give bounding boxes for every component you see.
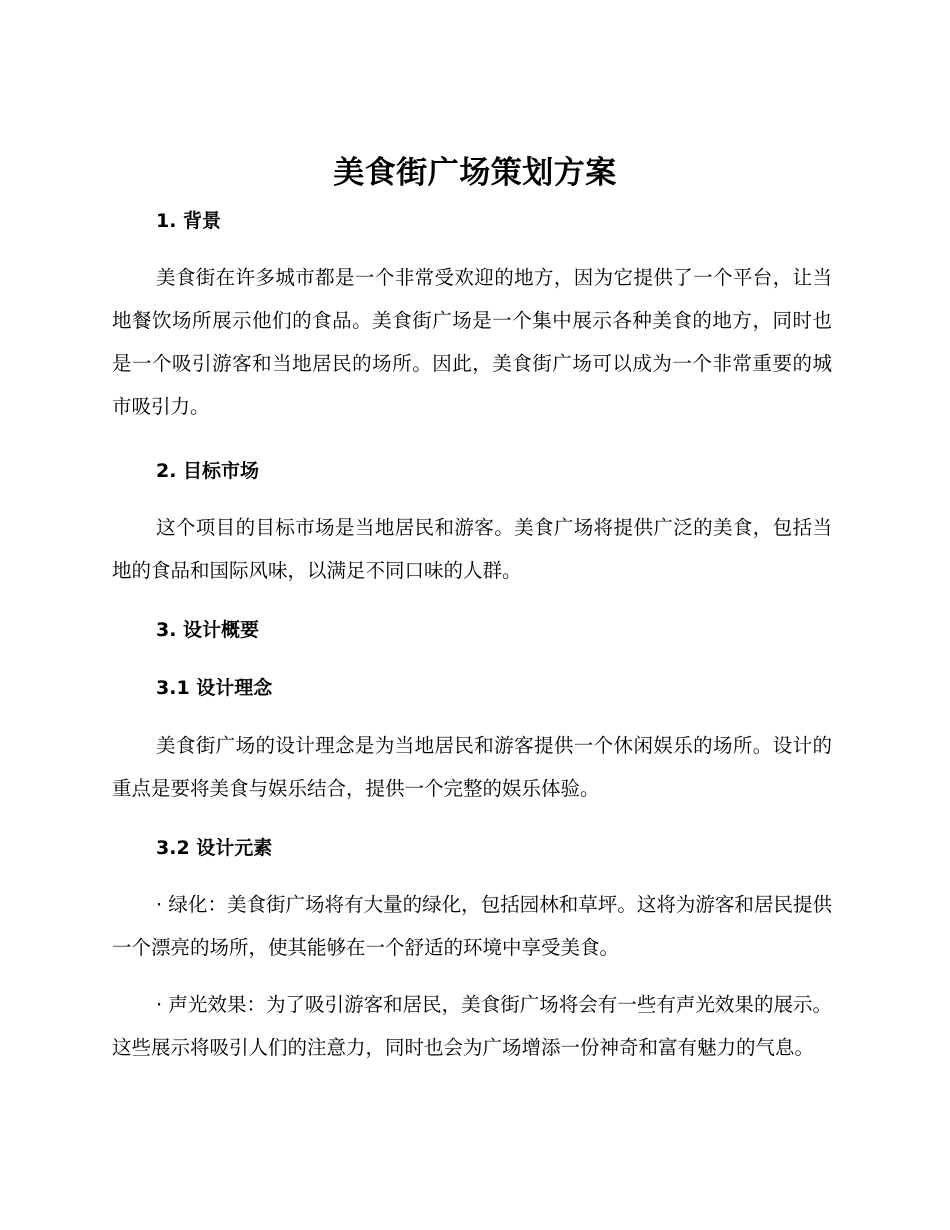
section-heading-background: 1. 背景: [156, 210, 222, 232]
document-title: 美食街广场策划方案: [333, 155, 617, 191]
section-heading-target-market: 2. 目标市场: [156, 460, 260, 482]
paragraph-target-market: 这个项目的目标市场是当地居民和游客。美食广场将提供广泛的美食，包括当地的食品和国际风味，以满足不同口味的人群。: [112, 516, 832, 582]
paragraph-sound-light: · 声光效果：为了吸引游客和居民，美食街广场将会有一些有声光效果的展示。这些展示将吸引人们的注意力，同时也会为广场增添一份神奇和富有魅力的气息。: [112, 993, 832, 1059]
section-heading-design-concept: 3.1 设计理念: [156, 677, 273, 699]
paragraph-greening: · 绿化：美食街广场将有大量的绿化，包括园林和草坪。这将为游客和居民提供一个漂亮的场所，使其能够在一个舒适的环境中享受美食。: [112, 893, 832, 959]
section-heading-design-elements: 3.2 设计元素: [156, 837, 273, 859]
paragraph-design-concept: 美食街广场的设计理念是为当地居民和游客提供一个休闲娱乐的场所。设计的重点是要将美食与娱乐结合，提供一个完整的娱乐体验。: [112, 734, 832, 800]
section-heading-design-overview: 3. 设计概要: [156, 619, 260, 641]
paragraph-background: 美食街在许多城市都是一个非常受欢迎的地方，因为它提供了一个平台，让当地餐饮场所展示他们的食品。美食街广场是一个集中展示各种美食的地方，同时也是一个吸引游客和当地居民的场所。因此，美食街广场可以成为一个非常重要的城市吸引力。: [112, 266, 832, 418]
